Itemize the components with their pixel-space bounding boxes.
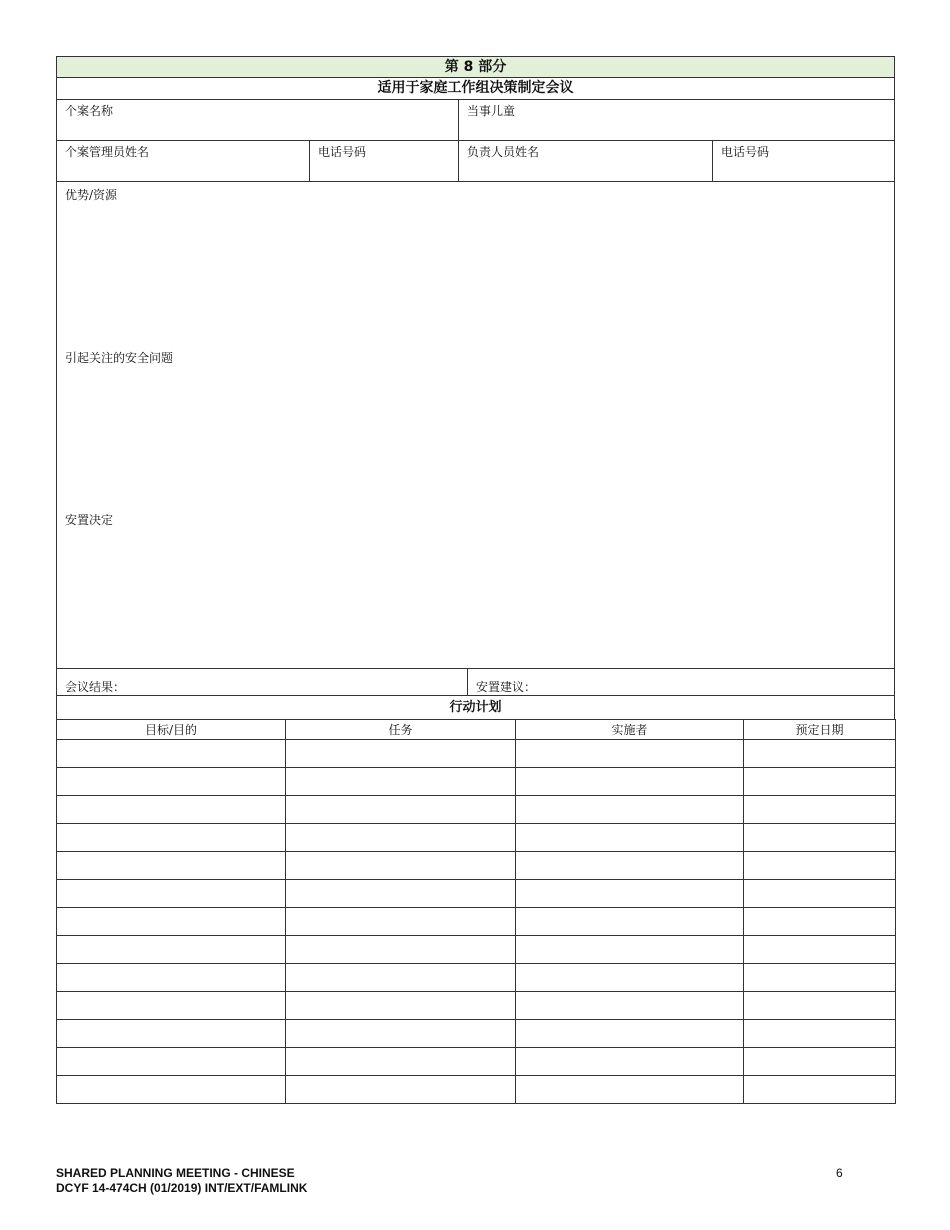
phone-label-1: 电话号码 [318,145,367,159]
responsible-label: 负责人员姓名 [467,145,540,159]
page-number: 6 [836,1166,843,1180]
footer-line-2: DCYF 14-474CH (01/2019) INT/EXT/FAMLINK [56,1181,308,1195]
implementer-cell[interactable] [516,908,744,936]
column-header-implementer: 实施者 [516,720,744,740]
child-label: 当事儿童 [467,104,516,118]
goal-cell[interactable] [57,936,286,964]
due-date-cell[interactable] [744,852,896,880]
table-row [57,880,896,908]
strengths-label: 优势/资源 [65,188,118,202]
phone-field-2[interactable] [712,141,894,181]
task-cell[interactable] [286,824,516,852]
due-date-cell[interactable] [744,1048,896,1076]
case-name-row [56,100,895,141]
table-row [57,1020,896,1048]
table-row [57,992,896,1020]
planning-form [56,56,895,1104]
goal-cell[interactable] [57,852,286,880]
task-cell[interactable] [286,852,516,880]
column-header-task: 任务 [286,720,516,740]
due-date-cell[interactable] [744,768,896,796]
action-plan-title: 行动计划 [56,696,895,720]
task-cell[interactable] [286,1076,516,1104]
result-row [56,669,895,696]
goal-cell[interactable] [57,824,286,852]
implementer-cell[interactable] [516,740,744,768]
task-cell[interactable] [286,796,516,824]
task-cell[interactable] [286,1020,516,1048]
placement-recommendation-label: 安置建议： [476,680,537,694]
task-cell[interactable] [286,740,516,768]
table-row [57,796,896,824]
due-date-cell[interactable] [744,992,896,1020]
goal-cell[interactable] [57,796,286,824]
case-manager-field[interactable] [57,141,309,181]
goal-cell[interactable] [57,964,286,992]
due-date-cell[interactable] [744,908,896,936]
task-cell[interactable] [286,908,516,936]
table-row [57,1048,896,1076]
implementer-cell[interactable] [516,1076,744,1104]
manager-row [56,141,895,182]
column-header-due-date: 预定日期 [744,720,896,740]
task-cell[interactable] [286,880,516,908]
section-header: 第 8 部分 [56,56,895,78]
table-row [57,936,896,964]
task-cell[interactable] [286,992,516,1020]
goal-cell[interactable] [57,1020,286,1048]
implementer-cell[interactable] [516,1048,744,1076]
table-row [57,768,896,796]
column-header-goal: 目标/目的 [57,720,286,740]
implementer-cell[interactable] [516,992,744,1020]
goal-cell[interactable] [57,1048,286,1076]
footer-line-1: SHARED PLANNING MEETING - CHINESE [56,1166,295,1180]
meeting-result-label: 会议结果： [65,680,126,694]
goal-cell[interactable] [57,992,286,1020]
action-plan-table [56,719,896,1104]
responsible-person-field[interactable] [458,141,712,181]
implementer-cell[interactable] [516,824,744,852]
notes-area[interactable] [56,182,895,669]
placement-decision-label: 安置决定 [65,513,114,527]
table-row [57,824,896,852]
implementer-cell[interactable] [516,796,744,824]
table-row [57,740,896,768]
case-name-label: 个案名称 [65,104,114,118]
task-cell[interactable] [286,964,516,992]
goal-cell[interactable] [57,1076,286,1104]
table-row [57,964,896,992]
table-row [57,1076,896,1104]
due-date-cell[interactable] [744,796,896,824]
due-date-cell[interactable] [744,1020,896,1048]
meeting-result-field[interactable] [57,669,467,695]
implementer-cell[interactable] [516,880,744,908]
implementer-cell[interactable] [516,768,744,796]
implementer-cell[interactable] [516,964,744,992]
table-row [57,852,896,880]
safety-concerns-label: 引起关注的安全问题 [65,351,174,365]
due-date-cell[interactable] [744,936,896,964]
child-field[interactable] [458,100,894,140]
action-plan-header-row [57,720,896,740]
goal-cell[interactable] [57,768,286,796]
due-date-cell[interactable] [744,964,896,992]
task-cell[interactable] [286,1048,516,1076]
task-cell[interactable] [286,768,516,796]
due-date-cell[interactable] [744,1076,896,1104]
goal-cell[interactable] [57,908,286,936]
implementer-cell[interactable] [516,852,744,880]
case-manager-label: 个案管理员姓名 [65,145,150,159]
goal-cell[interactable] [57,880,286,908]
due-date-cell[interactable] [744,824,896,852]
table-row [57,908,896,936]
phone-field-1[interactable] [309,141,458,181]
placement-recommendation-field[interactable] [467,669,894,695]
phone-label-2: 电话号码 [721,145,770,159]
goal-cell[interactable] [57,740,286,768]
implementer-cell[interactable] [516,936,744,964]
footer-form-id [56,1166,307,1196]
form-title: 适用于家庭工作组决策制定会议 [56,78,895,100]
case-name-field[interactable] [57,100,458,140]
task-cell[interactable] [286,936,516,964]
implementer-cell[interactable] [516,1020,744,1048]
due-date-cell[interactable] [744,740,896,768]
due-date-cell[interactable] [744,880,896,908]
